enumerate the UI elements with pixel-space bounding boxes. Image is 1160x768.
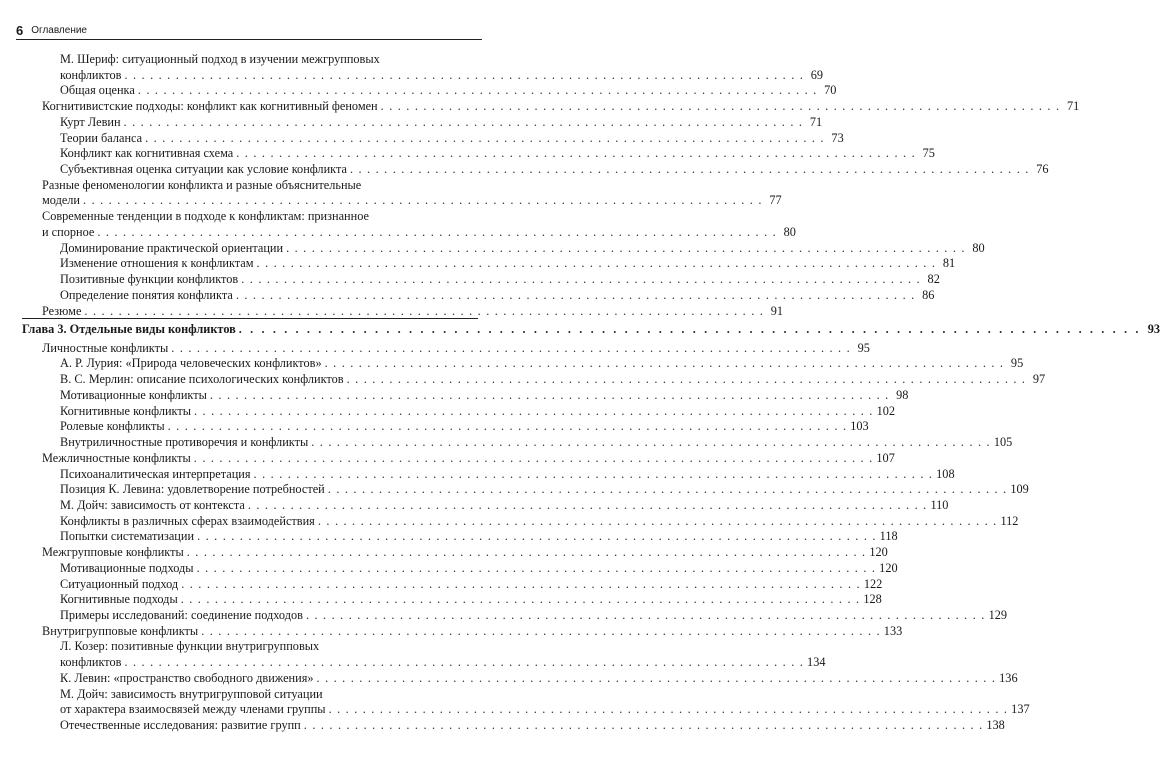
toc-entry xyxy=(42,450,895,466)
toc-entry-page: 95 xyxy=(857,340,870,355)
toc-entry-page: 109 xyxy=(1010,482,1029,497)
toc-entry-title: Ситуационный подход xyxy=(60,576,179,591)
toc-entry xyxy=(60,529,898,544)
dot-leader: . . . . . . . . . . . . . . . . . . . . . . . . . . . . . . . . . . . . . . . . . . . . . . . . . . . . . . . . . . . . . . . . . . . . . . . . . . . . . . . . xyxy=(123,114,804,129)
toc-entry-title: Межгрупповые конфликты xyxy=(42,545,184,560)
toc-entry-page: 98 xyxy=(896,387,909,402)
toc-entry-page: 136 xyxy=(999,670,1018,685)
toc-entry-title: Разные феноменологии конфликта и разные объяснительные xyxy=(42,177,362,192)
toc-entry xyxy=(60,83,837,98)
toc-entry-title: М. Шериф: ситуационный подход в изучении межгрупповых xyxy=(60,52,380,66)
toc-entry xyxy=(60,513,1019,529)
toc-entry-page: 118 xyxy=(879,529,898,544)
toc-entry xyxy=(42,178,430,193)
dot-leader: . . . . . . . . . . . . . . . . . . . . . . . . . . . . . . . . . . . . . . . . . . . . . . . . . . . . . . . . . . . . . . . . . . . . . . . . . . . . . . . . xyxy=(286,240,966,255)
toc-entry-title: М. Дойч: зависимость от контекста xyxy=(60,497,245,512)
toc-entry xyxy=(60,576,883,592)
toc-entry-title: Определение понятия конфликта xyxy=(60,287,233,302)
toc-entry-page: 95 xyxy=(1010,356,1024,371)
toc-entry-page: 103 xyxy=(850,419,869,434)
chapter-entry xyxy=(22,322,1160,337)
toc-entry-title: Личностные конфликты xyxy=(42,340,169,355)
dot-leader: . . . . . . . . . . . . . . . . . . . . . . . . . . . . . . . . . . . . . . . . . . . . . . . . . . . . . . . . . . . . . . . . . . . . . . . . . . . . . . . . xyxy=(317,513,998,528)
toc-entry-title: конфликтов xyxy=(60,67,122,82)
dot-leader: . . . . . . . . . . . . . . . . . . . . . . . . . . . . . . . . . . . . . . . . . . . . . . . . . . . . . . . . . . . . . . . . . . . . . . . . . . . . . . . . xyxy=(209,387,890,402)
toc-entry-page: 133 xyxy=(883,623,903,638)
dot-leader: . . . . . . . . . . . . . . . . . . . . . . . . . . . . . . . . . . . . . . . . . . . . . . . . . . . . . . . . . . . . . . . . . . . . . . . . . . . . . . . . xyxy=(193,450,874,465)
toc-entry xyxy=(60,497,949,513)
toc-entry xyxy=(60,114,823,130)
toc-entry xyxy=(42,623,903,639)
dot-leader: . . . . . . . . . . . . . . . . . . . . . . . . . . . . . . . . . . . . . . . . . . . . . . . . . . . . . . . . . . . . . . . . . . . . . . . . . . . . . . . . xyxy=(186,545,867,560)
running-title: Оглавление xyxy=(31,25,87,36)
toc-entry-page: 82 xyxy=(927,272,940,287)
toc-entry xyxy=(60,162,1049,177)
toc-entry-page: 137 xyxy=(1011,702,1030,717)
toc-entry xyxy=(60,146,935,161)
dot-leader: . . . . . . . . . . . . . . . . . . . . . . . . . . . . . . . . . . . . . . . . . . . . . . . . . . . . . . . . . . . . . . . . . . . . . . . . . . . . . . . . xyxy=(181,576,861,591)
toc-entry-title: Психоаналитическая интерпретация xyxy=(60,466,251,481)
toc-entry-page: 102 xyxy=(876,403,896,418)
toc-entry-title: Межличностные конфликты xyxy=(42,450,191,465)
toc-entry xyxy=(60,639,430,654)
toc-entry-page: 120 xyxy=(879,560,898,575)
dot-leader: . . . . . . . . . . . . . . . . . . . . . . . . . . . . . . . . . . . . . . . . . . . . . . . . . . . . . . . . . . . . . . . . . . . . . . . . . . . . . . . . xyxy=(328,702,1009,717)
toc-entry-page: 107 xyxy=(876,450,895,465)
toc-entry-title: Конфликты в различных сферах взаимодействия xyxy=(60,513,315,528)
toc-entry-page: 93 xyxy=(1147,322,1160,337)
dot-leader: . . . . . . . . . . . . . . . . . . . . . . . . . . . . . . . . . . . . . . . . . . . . . . . . . . . . . . . . . . . . . . . . . . . . . . . . . . . . . . . . xyxy=(84,303,765,318)
toc-entry xyxy=(60,670,1018,686)
toc-entry-title: конфликтов xyxy=(60,655,122,670)
toc-entry xyxy=(42,209,430,224)
toc-entry xyxy=(60,67,824,83)
toc-entry-title: Когнитивные конфликты xyxy=(60,403,191,418)
toc-entry xyxy=(60,607,1008,623)
dot-leader: . . . . . . . . . . . . . . . . . . . . . . . . . . . . . . . . . . . . . . . . . . . . . . . . . . . . . . . . . . . . . . . . . . . . . . . . . . . . . . . . xyxy=(124,655,805,670)
dot-leader: . . . . . . . . . . . . . . . . . . . . . . . . . . . . . . . . . . . . . . . . . . . . . . . . . . . . . . . . . . . . . . . . . . . . . . . . . . . . . . . . xyxy=(324,356,1005,371)
toc-entry-page: 76 xyxy=(1036,162,1049,177)
dot-leader: . . . . . . . . . . . . . . . . . . . . . . . . . . . . . . . . . . . . . . . . . . . . . . . . . . . . . . . . . . . . . . . . . . . . . . . . . . . . . . . . xyxy=(236,146,916,161)
toc-entry-title: Позитивные функции конфликтов xyxy=(60,272,239,287)
dot-leader: . . . . . . . . . . . . . . . . . . . . . . . . . . . . . . . . . . . . . . . . . . . . . . . . . . . . . . . . . . . . . . . . . . . . . . . . . . . . . . . . xyxy=(83,193,763,208)
toc-entry-page: 122 xyxy=(863,576,883,591)
toc-entry-page: 105 xyxy=(993,435,1013,450)
toc-entry-page: 134 xyxy=(807,655,826,670)
toc-entry xyxy=(60,466,955,482)
toc-entry-title: Курт Левин xyxy=(60,114,121,129)
toc-entry-page: 77 xyxy=(769,193,782,208)
toc-entry-page: 91 xyxy=(770,303,784,318)
toc-entry-title: Примеры исследований: соединение подходов xyxy=(60,607,303,622)
toc-entry xyxy=(42,193,782,208)
toc-entry-title: А. Р. Лурия: «Природа человеческих конфликтов» xyxy=(60,356,322,371)
toc-entry xyxy=(60,387,909,403)
toc-entry-page: 75 xyxy=(922,146,935,161)
toc-entry xyxy=(60,356,1024,371)
toc-entry xyxy=(42,545,888,560)
dot-leader: . . . . . . . . . . . . . . . . . . . . . . . . . . . . . . . . . . . . . . . . . . . . . . . . . . . . . . . . . . . . . . . . . . . . . . . . . . . . . . . . xyxy=(256,256,937,271)
toc-entry-title: Отечественные исследования: развитие групп xyxy=(60,718,301,733)
toc-entry xyxy=(60,240,985,256)
dot-leader: . . . . . . . . . . . . . . . . . . . . . . . . . . . . . . . . . . . . . . . . . . . . . . . . . . . . . . . . . . . . . . . . . . . . . . . . . . . . . . . . xyxy=(124,67,805,82)
toc-entry-page: 80 xyxy=(972,240,985,255)
toc-entry-title: Резюме xyxy=(42,303,82,318)
dot-leader: . . . . . . . . . . . . . . . . . . . . . . . . . . . . . . . . . . . . . . . . . . . . . . . . . . . . . . . . . . . . . . . . . . . . . . . . . . . . . . . . xyxy=(346,372,1027,387)
toc-entry-page: 70 xyxy=(824,83,837,98)
toc-entry-title: Доминирование практической ориентации xyxy=(60,240,284,255)
toc-entry xyxy=(60,560,898,576)
dot-leader: . . . . . . . . . . . . . . . . . . . . . . . . . . . . . . . . . . . . . . . . . . . . . . . . . . . . . . . . . . . . . . . . . . . . . . . . . . . . . . . . xyxy=(145,130,825,145)
toc-entry-title: Глава 3. Отдельные виды конфликтов xyxy=(22,322,236,337)
dot-leader: . . . . . . . . . . . . . . . . . . . . . . . . . . . . . . . . . . . . . . . . . . . . . . . . . . . . . . . . . . . . . . . . . . . . . . . . . . . . . . . . xyxy=(305,607,986,622)
dot-leader: . . . . . . . . . . . . . . . . . . . . . . . . . . . . . . . . . . . . . . . . . . . . . . . . . . . . . . . . . . . . . . . . . . . . . . . . . . . . . . . . xyxy=(180,592,861,607)
toc-entry xyxy=(60,419,869,434)
toc-entry xyxy=(60,718,1005,733)
toc-entry-page: 129 xyxy=(988,607,1008,622)
toc-entry xyxy=(42,303,784,319)
dot-leader: . . . . . . . . . . . . . . . . . . . . . . . . . . . . . . . . . . . . . . . . . . . . . . . . . . . . . . . . . . . . . . . . . . . . . . . . . . . . . . . . xyxy=(311,435,991,450)
toc-entry-page: 71 xyxy=(809,114,823,129)
toc-entry xyxy=(60,655,826,670)
dot-leader: . . . . . . . . . . . . . . . . . . . . . . . . . . . . . . . . . . . . . . . . . . . . . . . . . . . . . . . . . . . . . . . . . . . . . . . . . . . . . . . . xyxy=(97,224,777,239)
toc-entry-page: 73 xyxy=(831,130,844,145)
toc-entry-title: Субъективная оценка ситуации как условие конфликта xyxy=(60,162,347,177)
toc-entry-title: Внутриличностные противоречия и конфликты xyxy=(60,435,309,450)
dot-leader: . . . . . . . . . . . . . . . . . . . . . . . . . . . . . . . . . . . . . . . . . . . . . . . . . . . . . . . . . . . . . . . . . . . . . . . . . . . . . . . . xyxy=(238,322,1141,337)
toc-entry xyxy=(60,702,1030,717)
toc-entry xyxy=(60,403,896,419)
toc-entry-page: 138 xyxy=(986,718,1005,733)
dot-leader: . . . . . . . . . . . . . . . . . . . . . . . . . . . . . . . . . . . . . . . . . . . . . . . . . . . . . . . . . . . . . . . . . . . . . . . . . . . . . . . . xyxy=(380,99,1061,114)
toc-entry-title: Когнитивные подходы xyxy=(60,592,178,607)
dot-leader: . . . . . . . . . . . . . . . . . . . . . . . . . . . . . . . . . . . . . . . . . . . . . . . . . . . . . . . . . . . . . . . . . . . . . . . . . . . . . . . . xyxy=(201,623,881,638)
toc-entry-page: 71 xyxy=(1066,99,1080,114)
toc-entry-title: Конфликт как когнитивная схема xyxy=(60,146,234,161)
toc-entry-title: Общая оценка xyxy=(60,83,135,98)
toc-entry-page: 86 xyxy=(922,287,935,302)
toc-entry xyxy=(42,99,1080,114)
toc-entry xyxy=(42,224,796,240)
dot-leader: . . . . . . . . . . . . . . . . . . . . . . . . . . . . . . . . . . . . . . . . . . . . . . . . . . . . . . . . . . . . . . . . . . . . . . . . . . . . . . . . xyxy=(241,272,921,287)
toc-entry-page: 128 xyxy=(863,592,882,607)
toc-entry-title: от характера взаимосвязей между членами группы xyxy=(60,702,326,717)
toc-entry-title: Попытки систематизации xyxy=(60,529,195,544)
toc-entry-title: Внутригрупповые конфликты xyxy=(42,623,199,638)
toc-entry xyxy=(60,687,430,702)
dot-leader: . . . . . . . . . . . . . . . . . . . . . . . . . . . . . . . . . . . . . . . . . . . . . . . . . . . . . . . . . . . . . . . . . . . . . . . . . . . . . . . . xyxy=(197,529,877,544)
toc-entry-title: и спорное xyxy=(42,224,95,239)
toc-entry-title: Изменение отношения к конфликтам xyxy=(60,256,254,271)
toc-entry-title: Мотивационные подходы xyxy=(60,560,194,575)
toc-entry xyxy=(60,482,1029,497)
dot-leader: . . . . . . . . . . . . . . . . . . . . . . . . . . . . . . . . . . . . . . . . . . . . . . . . . . . . . . . . . . . . . . . . . . . . . . . . . . . . . . . . xyxy=(196,560,877,575)
dot-leader: . . . . . . . . . . . . . . . . . . . . . . . . . . . . . . . . . . . . . . . . . . . . . . . . . . . . . . . . . . . . . . . . . . . . . . . . . . . . . . . . xyxy=(253,466,934,481)
toc-entry-page: 80 xyxy=(783,224,796,239)
dot-leader: . . . . . . . . . . . . . . . . . . . . . . . . . . . . . . . . . . . . . . . . . . . . . . . . . . . . . . . . . . . . . . . . . . . . . . . . . . . . . . . . xyxy=(327,482,1008,497)
toc-entry-title: Современные тенденции в подходе к конфликтам: признанное xyxy=(42,209,369,224)
toc-entry-page: 120 xyxy=(869,545,888,560)
dot-leader: . . . . . . . . . . . . . . . . . . . . . . . . . . . . . . . . . . . . . . . . . . . . . . . . . . . . . . . . . . . . . . . . . . . . . . . . . . . . . . . . xyxy=(349,162,1030,177)
toc-entry xyxy=(60,372,1046,387)
dot-leader: . . . . . . . . . . . . . . . . . . . . . . . . . . . . . . . . . . . . . . . . . . . . . . . . . . . . . . . . . . . . . . . . . . . . . . . . . . . . . . . . xyxy=(193,403,874,418)
toc-entry-page: 112 xyxy=(1000,513,1019,528)
toc-entry xyxy=(60,52,430,67)
dot-leader: . . . . . . . . . . . . . . . . . . . . . . . . . . . . . . . . . . . . . . . . . . . . . . . . . . . . . . . . . . . . . . . . . . . . . . . . . . . . . . . . xyxy=(235,287,916,302)
toc-entry xyxy=(60,287,935,303)
toc-entry-title: В. С. Мерлин: описание психологических конфликтов xyxy=(60,372,344,387)
toc-entry-title: Когнитивистские подходы: конфликт как когнитивный феномен xyxy=(42,99,378,114)
dot-leader: . . . . . . . . . . . . . . . . . . . . . . . . . . . . . . . . . . . . . . . . . . . . . . . . . . . . . . . . . . . . . . . . . . . . . . . . . . . . . . . . xyxy=(247,497,928,512)
toc-entry-title: модели xyxy=(42,193,81,208)
toc-entry-title: Позиция К. Левина: удовлетворение потребностей xyxy=(60,482,325,497)
toc-entry-page: 110 xyxy=(930,497,949,512)
toc-entry-page: 108 xyxy=(936,466,955,481)
dot-leader: . . . . . . . . . . . . . . . . . . . . . . . . . . . . . . . . . . . . . . . . . . . . . . . . . . . . . . . . . . . . . . . . . . . . . . . . . . . . . . . . xyxy=(171,340,851,355)
toc-entry-page: 81 xyxy=(942,256,956,271)
toc-entry-title: Мотивационные конфликты xyxy=(60,387,207,402)
toc-entry-title: Ролевые конфликты xyxy=(60,419,165,434)
toc-entry xyxy=(60,130,844,146)
toc-entry xyxy=(60,435,1013,450)
toc-entry-title: Л. Козер: позитивные функции внутригрупповых xyxy=(60,639,320,654)
toc-entry-title: Теории баланса xyxy=(60,130,143,145)
toc-entry xyxy=(42,340,870,356)
toc-entry xyxy=(60,256,956,271)
toc-entry-title: М. Дойч: зависимость внутригрупповой ситуации xyxy=(60,686,323,701)
dot-leader: . . . . . . . . . . . . . . . . . . . . . . . . . . . . . . . . . . . . . . . . . . . . . . . . . . . . . . . . . . . . . . . . . . . . . . . . . . . . . . . . xyxy=(303,718,984,733)
toc-entry xyxy=(60,272,940,287)
toc-entry-title: К. Левин: «пространство свободного движения» xyxy=(60,670,314,685)
dot-leader: . . . . . . . . . . . . . . . . . . . . . . . . . . . . . . . . . . . . . . . . . . . . . . . . . . . . . . . . . . . . . . . . . . . . . . . . . . . . . . . . xyxy=(137,83,818,98)
page-number: 6 xyxy=(16,23,24,38)
toc-entry-page: 69 xyxy=(810,67,824,82)
toc-entry-page: 97 xyxy=(1032,372,1046,387)
dot-leader: . . . . . . . . . . . . . . . . . . . . . . . . . . . . . . . . . . . . . . . . . . . . . . . . . . . . . . . . . . . . . . . . . . . . . . . . . . . . . . . . xyxy=(167,419,848,434)
dot-leader: . . . . . . . . . . . . . . . . . . . . . . . . . . . . . . . . . . . . . . . . . . . . . . . . . . . . . . . . . . . . . . . . . . . . . . . . . . . . . . . . xyxy=(316,670,997,685)
toc-entry xyxy=(60,592,882,607)
